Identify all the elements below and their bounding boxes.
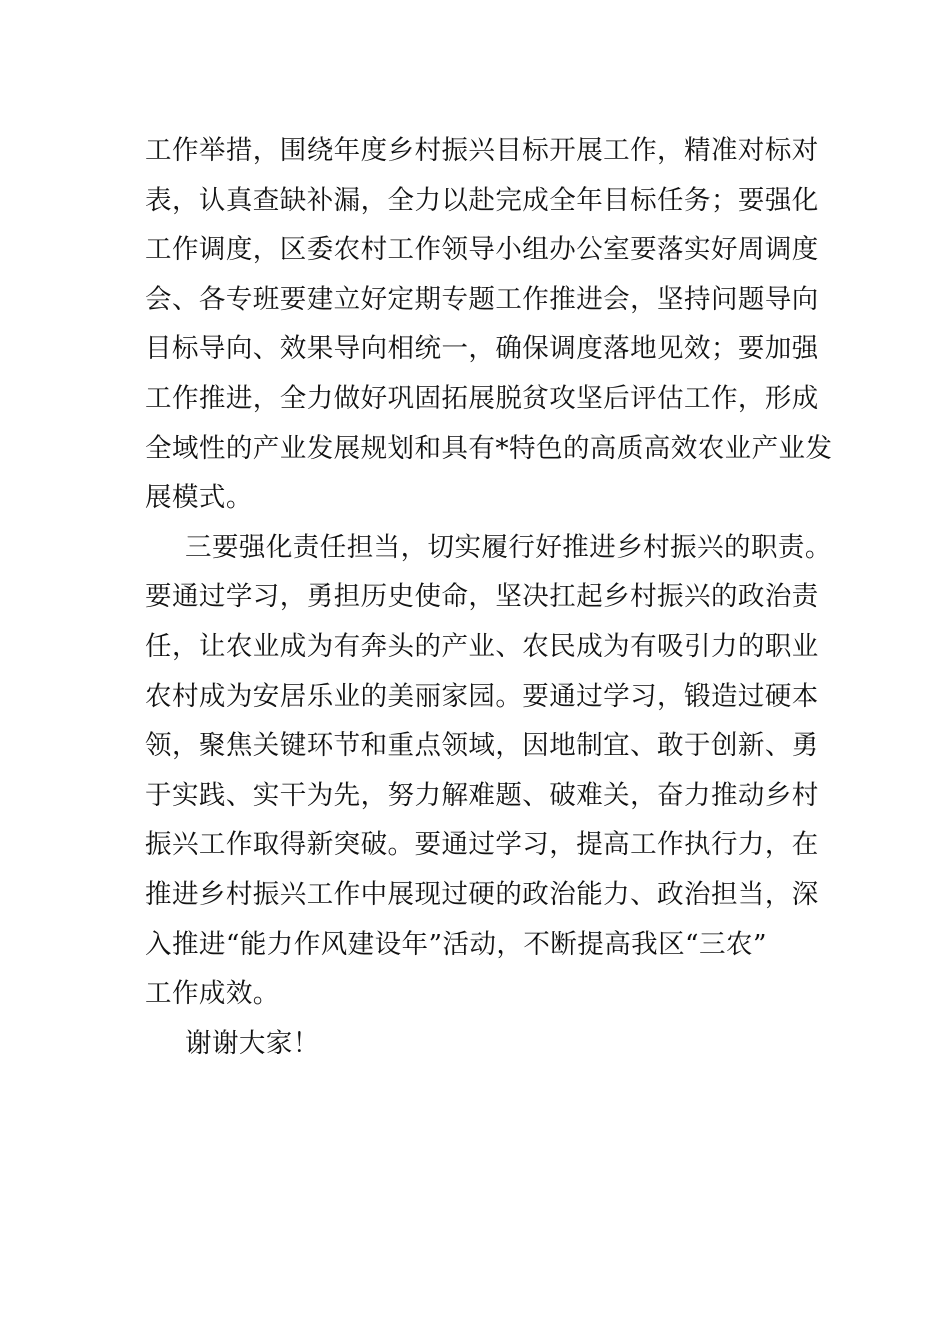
text-line: 要通过学习，勇担历史使命，坚决扛起乡村振兴的政治责 [145,581,819,613]
text-line: 领，聚焦关键环节和重点领域，因地制宜、敢于创新、勇 [145,730,819,762]
text-line: 工作成效。 [145,978,280,1010]
paragraph-work-measures [145,126,833,523]
body-text [145,126,833,1068]
paragraph-closing [145,1019,810,1069]
text-line: 农村成为安居乐业的美丽家园。要通过学习，锻造过硬本 [145,680,819,712]
text-line: 工作推进，全力做好巩固拓展脱贫攻坚后评估工作，形成 [145,382,819,414]
text-line: 展模式。 [145,482,253,514]
text-line: 任，让农业成为有奔头的产业、农民成为有吸引力的职业 [145,630,819,662]
text-line: 工作调度，区委农村工作领导小组办公室要落实好周调度 [145,234,819,266]
text-line: 于实践、实干为先，努力解难题、破难关，奋力推动乡村 [145,779,819,811]
text-line: 推进乡村振兴工作中展现过硬的政治能力、政治担当，深 [145,878,819,910]
text-line: 会、各专班要建立好定期专题工作推进会，坚持问题导向 [145,283,819,315]
text-line: 工作举措，围绕年度乡村振兴目标开展工作，精准对标对 [145,135,819,166]
text-line: 表，认真查缺补漏，全力以赴完成全年目标任务；要强化 [145,184,819,216]
paragraph-responsibility [145,523,832,1019]
closing-line: 谢谢大家！ [185,1027,320,1059]
text-line: 全域性的产业发展规划和具有*特色的高质高效农业产业发 [145,432,833,464]
text-line: 入推进“能力作风建设年”活动，不断提高我区“三农” [145,928,767,960]
text-line: 振兴工作取得新突破。要通过学习，提高工作执行力，在 [145,829,819,861]
text-line: 三要强化责任担当，切实履行好推进乡村振兴的职责。 [185,531,832,563]
text-line: 目标导向、效果导向相统一，确保调度落地见效；要加强 [145,333,819,365]
